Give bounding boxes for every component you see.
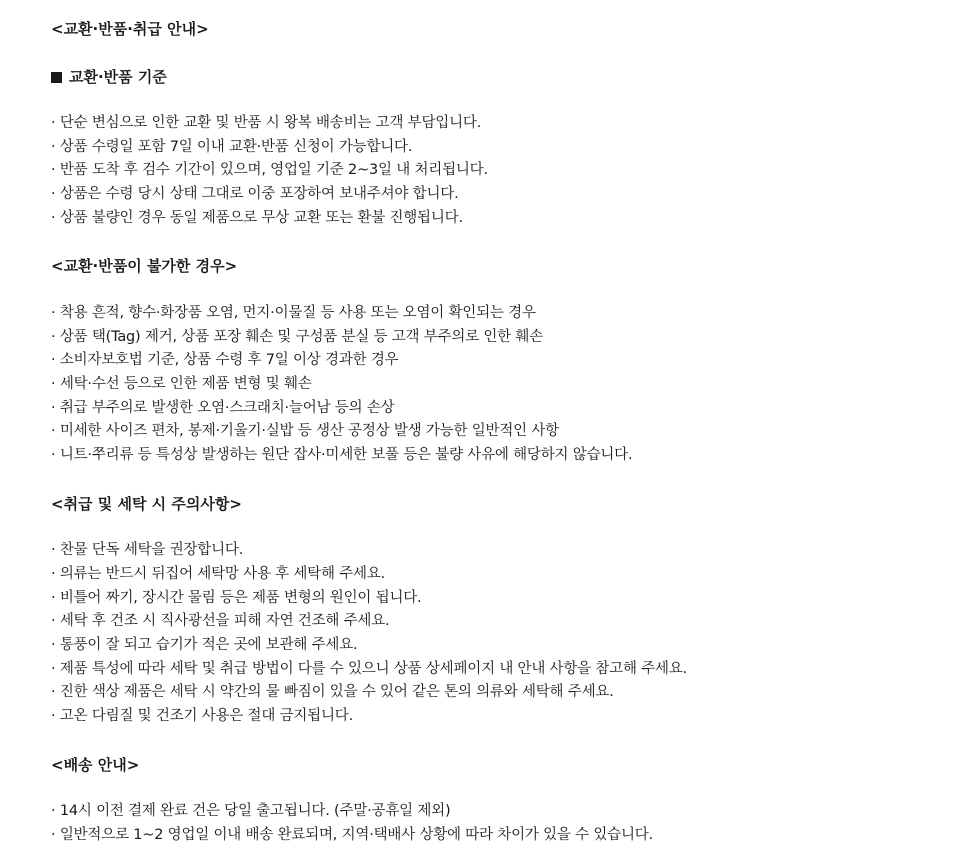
criteria-heading (51, 65, 909, 89)
criteria-heading-label: 교환·반품 기준 (69, 67, 167, 86)
list-item: · 고온 다림질 및 건조기 사용은 절대 금지됩니다. (51, 708, 354, 725)
list-item: · 상품 수령일 포함 7일 이내 교환·반품 신청이 가능합니다. (51, 138, 413, 155)
list-item: · 찬물 단독 세탁을 권장합니다. (51, 542, 244, 559)
list-item: · 14시 이전 결제 완료 건은 당일 출고됩니다. (주말·공휴일 제외) (51, 803, 451, 820)
care-heading: <취급 및 세탁 시 주의사항> (51, 494, 242, 513)
list-item: · 통풍이 잘 되고 습기가 적은 곳에 보관해 주세요. (51, 637, 358, 653)
not-allowed-section (51, 254, 909, 467)
shipping-heading: <배송 안내> (51, 755, 140, 774)
shipping-section (51, 753, 909, 848)
list-item: · 세탁 후 건조 시 직사광선을 피해 자연 건조해 주세요. (51, 613, 390, 630)
care-section (51, 492, 909, 729)
list-item: · 제품 특성에 따라 세탁 및 취급 방법이 다를 수 있으니 상품 상세페이지 내 안내 사항을 참고해 주세요. (51, 660, 688, 677)
list-item: · 반품 도착 후 검수 기간이 있으며, 영업일 기준 2~3일 내 처리됩니다. (51, 162, 488, 179)
criteria-section (51, 65, 909, 231)
list-item: · 단순 변심으로 인한 교환 및 반품 시 왕복 배송비는 고객 부담입니다. (51, 115, 482, 131)
list-item: · 상품 불량인 경우 동일 제품으로 무상 교환 또는 환불 진행됩니다. (51, 209, 463, 226)
list-item: · 세탁·수선 등으로 인한 제품 변형 및 훼손 (51, 376, 312, 392)
list-item: · 상품 택(Tag) 제거, 상품 포장 훼손 및 구성품 분실 등 고객 부주의로 인한 훼손 (51, 328, 544, 345)
list-item: · 진한 색상 제품은 세탁 시 약간의 물 빠짐이 있을 수 있어 같은 톤의 의류와 세탁해 주세요. (51, 684, 614, 701)
list-item: · 비틀어 짜기, 장시간 물림 등은 제품 변형의 원인이 됩니다. (51, 589, 422, 606)
list-item: · 소비자보호법 기준, 상품 수령 후 7일 이상 경과한 경우 (51, 352, 399, 369)
list-item: · 취급 부주의로 발생한 오염·스크래치·늘어남 등의 손상 (51, 399, 395, 416)
not-allowed-heading: <교환·반품이 불가한 경우> (51, 257, 238, 276)
list-item: · 의류는 반드시 뒤집어 세탁망 사용 후 세탁해 주세요. (51, 565, 386, 582)
list-item: · 미세한 사이즈 편차, 봉제·기울기·실밥 등 생산 공정상 발생 가능한 일반적인 사항 (51, 423, 559, 440)
list-item: · 착용 흔적, 향수·화장품 오염, 먼지·이물질 등 사용 또는 오염이 확인되는 경우 (51, 304, 536, 321)
square-bullet-icon (51, 72, 62, 83)
list-item: · 일반적으로 1~2 영업일 이내 배송 완료되며, 지역·택배사 상황에 따라 차이가 있을 수 있습니다. (51, 826, 654, 843)
list-item: · 니트·쭈리류 등 특성상 발생하는 원단 잡사·미세한 보풀 등은 불량 사유에 해당하지 않습니다. (51, 447, 633, 464)
document-title: <교환·반품·취급 안내> (51, 20, 209, 38)
list-item: · 상품은 수령 당시 상태 그대로 이중 포장하여 보내주셔야 합니다. (51, 186, 459, 203)
